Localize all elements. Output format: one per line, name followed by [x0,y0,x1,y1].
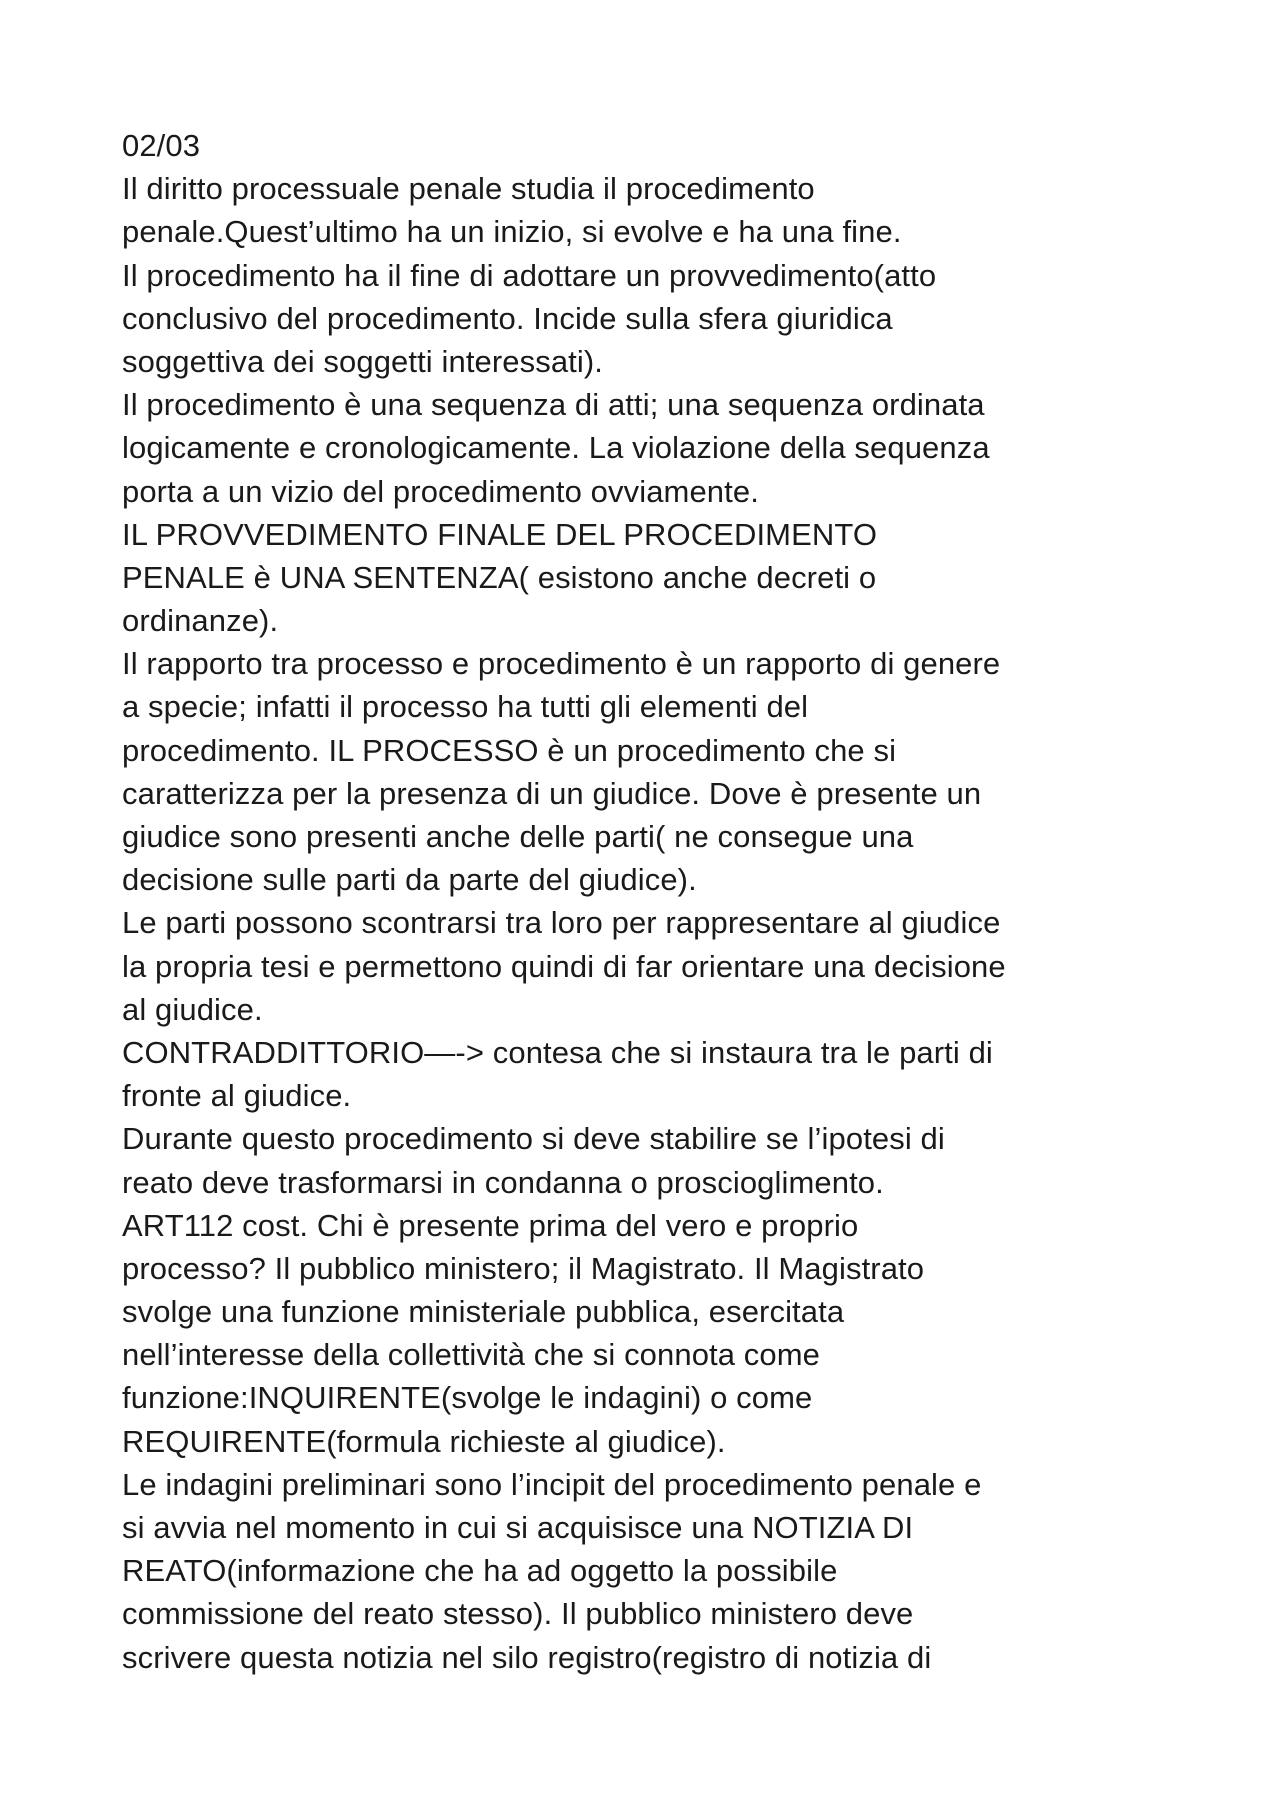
text-line: procedimento. IL PROCESSO è un procedimento che si [122,732,897,768]
text-line: Il procedimento è una sequenza di atti; una sequenza ordinata [122,387,985,423]
text-line: svolge una funzione ministeriale pubblica, esercitata [122,1294,845,1330]
text-line: Il procedimento ha il fine di adottare un provvedimento(atto [122,257,937,293]
text-line: a specie; infatti il processo ha tutti gli elementi del [122,689,809,725]
text-line: Le indagini preliminari sono l’incipit del procedimento penale e [122,1466,982,1502]
text-line: decisione sulle parti da parte del giudice). [122,862,697,898]
text-line: ordinanze). [122,603,279,639]
text-line: penale.Quest’ultimo ha un inizio, si evolve e ha una fine. [122,214,902,250]
document-body [122,124,1242,1679]
text-line: logicamente e cronologicamente. La violazione della sequenza [122,430,990,466]
text-line: funzione:INQUIRENTE(svolge le indagini) o come [122,1380,813,1416]
text-line: porta a un vizio del procedimento ovviamente. [122,473,759,509]
text-line: nell’interesse della collettività che si connota come [122,1337,821,1373]
text-line: scrivere questa notizia nel silo registro(registro di notizia di [122,1639,932,1675]
text-line: CONTRADDITTORIO—-> contesa che si instaura tra le parti di [122,1034,993,1070]
text-line: Le parti possono scontrarsi tra loro per rappresentare al giudice [122,905,1001,941]
date-heading: 02/03 [122,128,201,163]
text-line: IL PROVVEDIMENTO FINALE DEL PROCEDIMENTO [122,516,878,552]
text-line: ART112 cost. Chi è presente prima del vero e proprio [122,1207,859,1243]
text-line: al giudice. [122,991,263,1027]
text-line: REQUIRENTE(formula richieste al giudice). [122,1423,726,1459]
text-line: Il diritto processuale penale studia il procedimento [122,171,815,207]
text-line: si avvia nel momento in cui si acquisisce una NOTIZIA DI [122,1510,914,1545]
text-line: Durante questo procedimento si deve stabilire se l’ipotesi di [122,1121,945,1157]
text-line: soggettiva dei soggetti interessati). [122,343,604,379]
text-line: commissione del reato stesso). Il pubblico ministero deve [122,1596,914,1632]
text-line: la propria tesi e permettono quindi di far orientare una decisione [122,948,1006,984]
text-line: processo? Il pubblico ministero; il Magistrato. Il Magistrato [122,1250,925,1286]
text-line: reato deve trasformarsi in condanna o proscioglimento. [122,1164,884,1200]
text-line: caratterizza per la presenza di un giudice. Dove è presente un [122,775,982,811]
text-line: conclusivo del procedimento. Incide sulla sfera giuridica [122,300,893,336]
text-line: fronte al giudice. [122,1078,352,1114]
text-line: PENALE è UNA SENTENZA( esistono anche decreti o [122,559,877,595]
text-line: REATO(informazione che ha ad oggetto la possibile [122,1553,838,1589]
text-line: Il rapporto tra processo e procedimento è un rapporto di genere [122,646,1001,682]
text-line: giudice sono presenti anche delle parti( ne consegue una [122,819,914,854]
